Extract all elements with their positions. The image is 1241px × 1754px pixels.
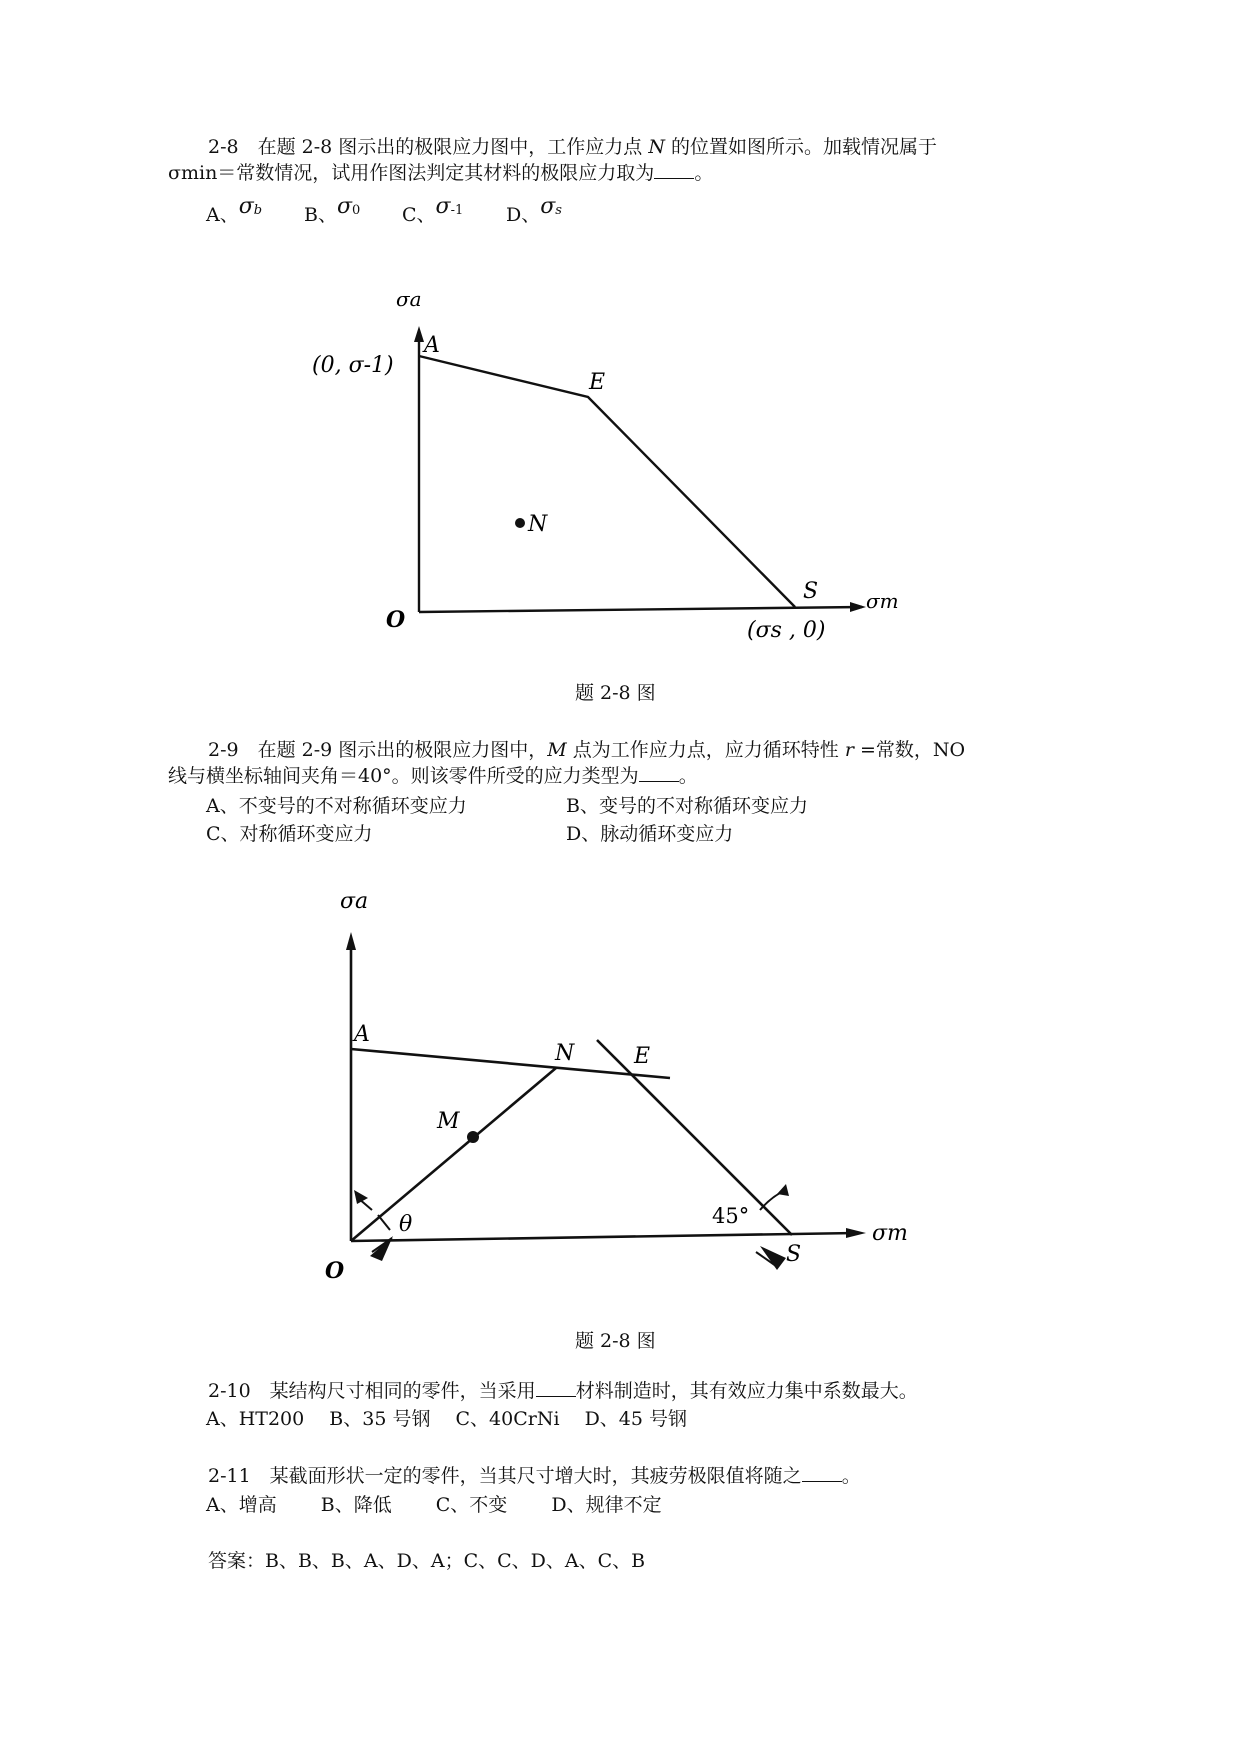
figure-2-9 — [0, 870, 1241, 1320]
fig29-label-sigma-a: σa — [340, 889, 369, 914]
fig29-y-arrow — [346, 932, 356, 950]
fig28-label-o: O — [386, 607, 406, 633]
q29-option-b: B、变号的不对称循环变应力 — [566, 795, 808, 817]
fig29-line-on — [351, 1068, 556, 1241]
q29-option-d: D、脉动循环变应力 — [566, 823, 734, 845]
q211-options: A、增高 B、降低 C、不变 D、规律不定 — [206, 1494, 662, 1516]
fig29-label-s: S — [786, 1242, 802, 1267]
fig29-label-theta: θ — [399, 1212, 413, 1237]
fig28-x-axis — [419, 607, 862, 612]
fig29-label-n: N — [555, 1041, 575, 1066]
fig28-y-arrow — [414, 326, 424, 342]
fig28-limit-curve — [419, 356, 795, 607]
fig28-x-arrow — [850, 602, 866, 612]
q28-option-d: D、$\sigma_s$ — [506, 194, 562, 226]
q28-option-a: A、$\sigma_b$ — [206, 194, 263, 226]
answer-blank — [639, 763, 679, 782]
fig29-arrowhead-topleft — [354, 1190, 368, 1204]
fig29-theta-mark — [378, 1215, 390, 1230]
figure-2-8 — [0, 0, 1241, 700]
fig29-label-o: O — [325, 1258, 345, 1284]
answer-blank — [536, 1378, 576, 1397]
fig28-label-n: N — [528, 512, 548, 537]
fig28-point-n — [515, 518, 525, 528]
q210-line: 2-10 某结构尺寸相同的零件，当采用 材料制造时，其有效应力集中系数最大。 — [208, 1380, 918, 1402]
q210-options: A、HT200 B、35 号钢 C、40CrNi D、45 号钢 — [206, 1408, 688, 1430]
answer-blank — [802, 1463, 842, 1482]
fig28-label-sigma-a: σa — [396, 287, 422, 311]
q29-line2: 线与横坐标轴间夹角＝40°。则该零件所受的应力类型为 。 — [168, 765, 698, 787]
fig29-label-a: A — [354, 1022, 370, 1047]
q29-line1: 2-9 在题 2-9 图示出的极限应力图中，M 点为工作应力点，应力循环特性 r =常数，NO — [208, 739, 966, 761]
figure-2-8-caption: 题 2-8 图 — [575, 682, 656, 704]
figure-2-9-caption: 题 2-8 图 — [575, 1330, 656, 1352]
q28-line1: 2-8 在题 2-8 图示出的极限应力图中，工作应力点 N 的位置如图所示。加载情况属于 — [208, 136, 937, 158]
fig29-x-axis — [351, 1233, 856, 1241]
fig28-label-e: E — [589, 370, 606, 395]
fig28-label-a: A — [424, 333, 440, 358]
fig29-label-m: M — [437, 1109, 460, 1134]
fig28-label-sigma-m: σm — [866, 589, 899, 613]
fig28-label-s: S — [803, 579, 819, 604]
fig29-point-m — [467, 1131, 479, 1143]
fig29-arrowhead-45 — [777, 1184, 789, 1196]
fig29-label-45: 45° — [712, 1204, 750, 1228]
fig29-x-arrow — [846, 1228, 866, 1238]
fig29-label-sigma-m: σm — [872, 1221, 908, 1246]
fig29-label-e: E — [634, 1044, 651, 1069]
q211-line: 2-11 某截面形状一定的零件，当其尺寸增大时，其疲劳极限值将随之 。 — [208, 1465, 861, 1487]
q28-option-c: C、$\sigma_{-1}$ — [402, 194, 464, 226]
q29-option-a: A、不变号的不对称循环变应力 — [206, 795, 467, 817]
fig28-label-a-coord: (0, σ-1) — [312, 353, 394, 378]
answer-line: 答案：B、B、B、A、D、A；C、C、D、A、C、B — [208, 1550, 646, 1572]
q29-option-c: C、对称循环变应力 — [206, 823, 373, 845]
fig28-label-s-coord: (σs , 0) — [747, 618, 826, 643]
q28-line2: σmin＝常数情况，试用作图法判定其材料的极限应力取为 。 — [168, 162, 714, 184]
q28-option-b: B、$\sigma_0$ — [304, 194, 361, 226]
